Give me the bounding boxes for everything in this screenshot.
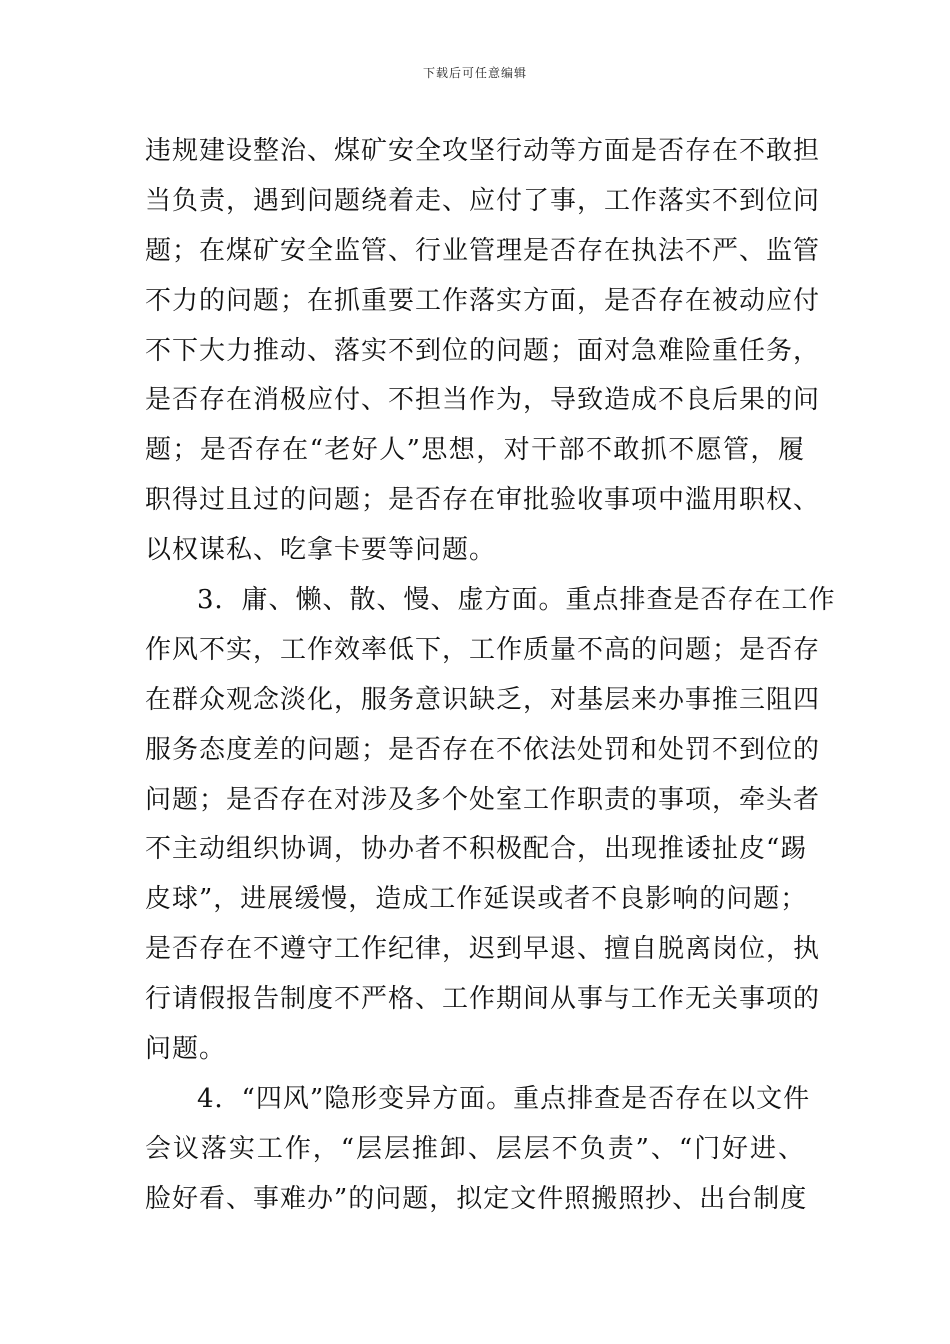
text-line: 职得过且过的问题；是否存在审批验收事项中滥用职权、 bbox=[145, 485, 821, 516]
text-line: 是否存在不遵守工作纪律，迟到早退、擅自脱离岗位，执 bbox=[145, 934, 821, 965]
text-line: 皮球”，进展缓慢，造成工作延误或者不良影响的问题； bbox=[145, 884, 808, 915]
text-line: 行请假报告制度不严格、工作期间从事与工作无关事项的 bbox=[145, 984, 821, 1015]
text-line: 在群众观念淡化，服务意识缺乏，对基层来办事推三阻四 bbox=[145, 684, 821, 715]
text-line: 作风不实，工作效率低下，工作质量不高的问题；是否存 bbox=[145, 634, 821, 665]
text-line: 违规建设整治、煤矿安全攻坚行动等方面是否存在不敢担 bbox=[145, 136, 821, 166]
document-body bbox=[145, 127, 836, 1225]
text-line: 不下大力推动、落实不到位的问题；面对急难险重任务， bbox=[145, 335, 821, 366]
text-line: 以权谋私、吃拿卡要等问题。 bbox=[145, 535, 497, 566]
text-line: 题；在煤矿安全监管、行业管理是否存在执法不严、监管 bbox=[145, 235, 821, 266]
page-header: 下载后可任意编辑 bbox=[422, 66, 527, 80]
text-line: 脸好看、事难办”的问题，拟定文件照搬照抄、出台制度 bbox=[145, 1183, 808, 1214]
text-line: 3．庸、懒、散、慢、虚方面。重点排查是否存在工作 bbox=[197, 585, 836, 616]
text-line: 题；是否存在“老好人”思想，对干部不敢抓不愿管，履 bbox=[145, 435, 805, 466]
text-line: 不主动组织协调，协办者不积极配合，出现推诿扯皮“踢 bbox=[145, 834, 808, 865]
text-line: 是否存在消极应付、不担当作为，导致造成不良后果的问 bbox=[145, 385, 821, 416]
text-line: 服务态度差的问题；是否存在不依法处罚和处罚不到位的 bbox=[145, 734, 821, 765]
text-line: 问题。 bbox=[145, 1034, 227, 1065]
text-line: 当负责，遇到问题绕着走、应付了事，工作落实不到位问 bbox=[145, 185, 821, 216]
text-line: 4．“四风”隐形变异方面。重点排查是否存在以文件 bbox=[197, 1083, 811, 1114]
text-line: 会议落实工作，“层层推卸、层层不负责”、“门好进、 bbox=[145, 1133, 805, 1164]
text-line: 不力的问题；在抓重要工作落实方面，是否存在被动应付 bbox=[145, 285, 821, 316]
text-line: 问题；是否存在对涉及多个处室工作职责的事项，牵头者 bbox=[145, 784, 821, 815]
